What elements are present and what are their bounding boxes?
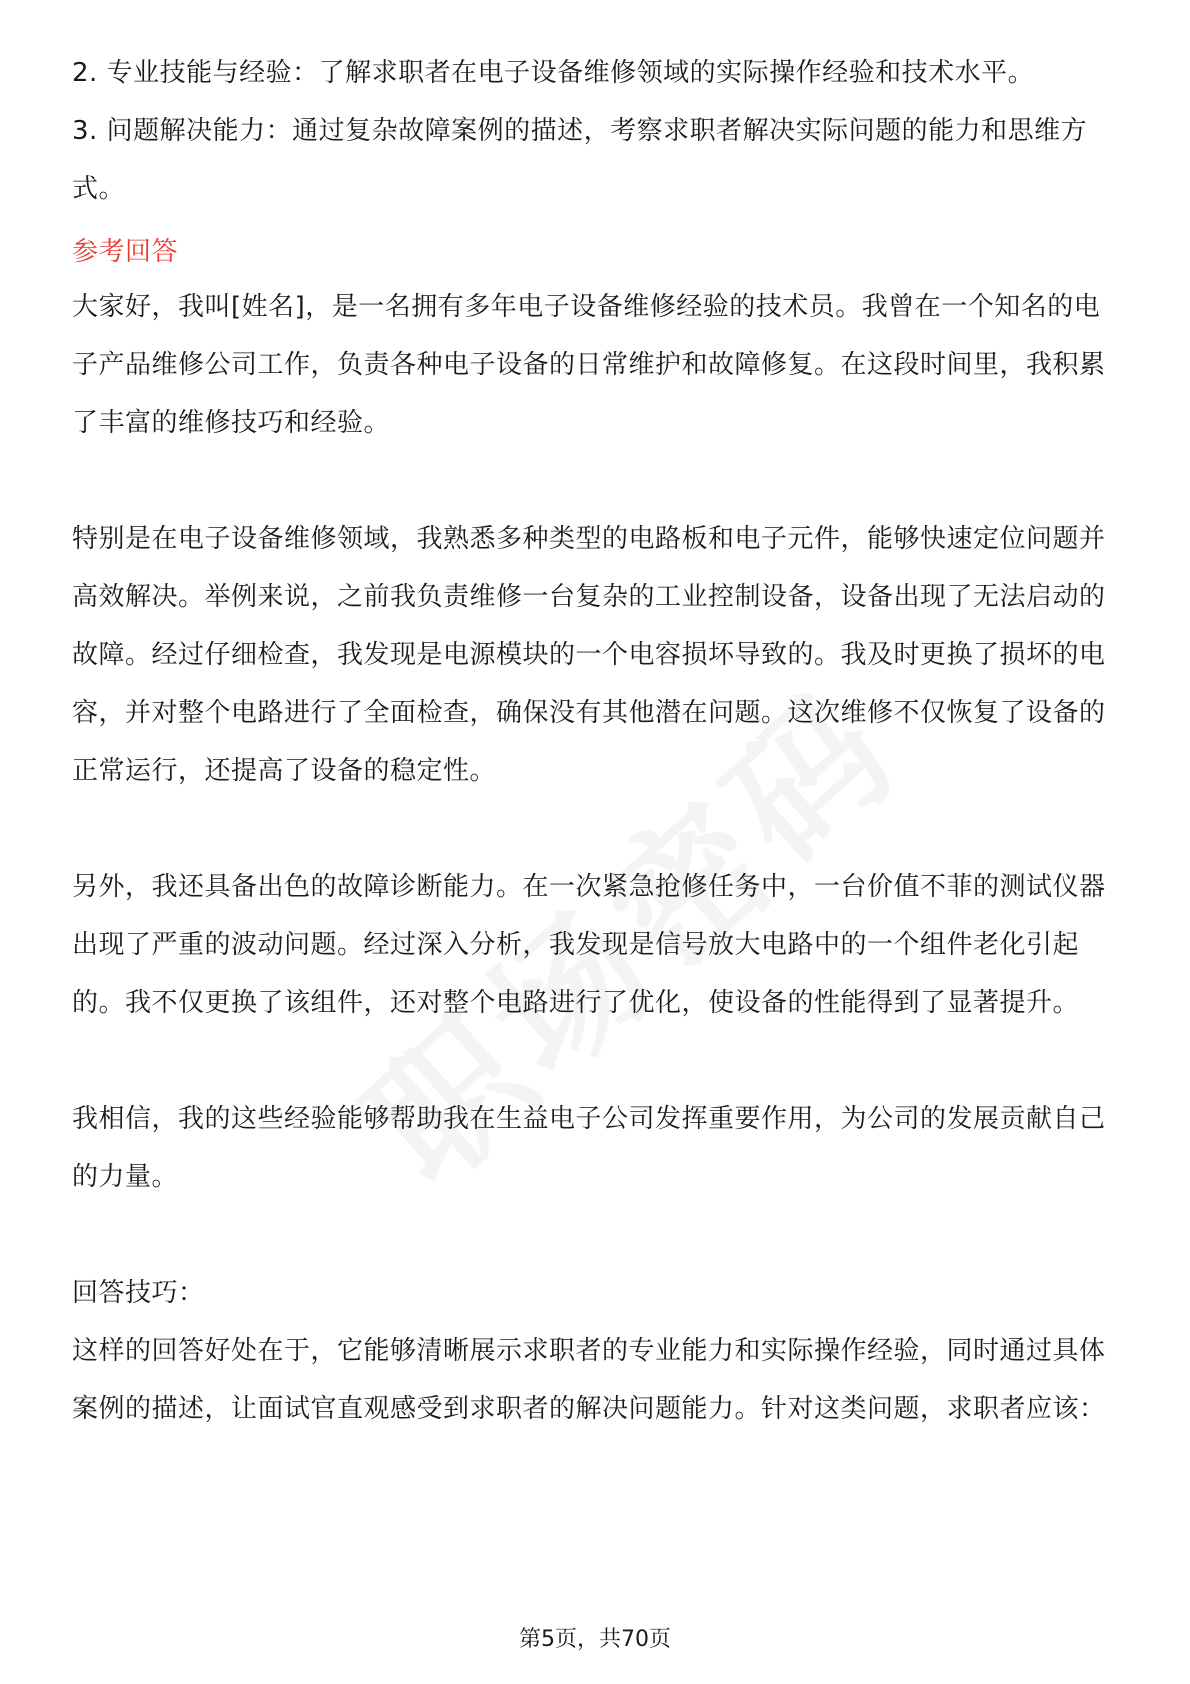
page-number: 第5页，共70页 — [519, 1627, 671, 1652]
reference-answer-heading: 参考回答 — [72, 237, 179, 267]
answer-paragraph-expertise: 特别是在电子设备维修领域，我熟悉多种类型的电路板和电子元件，能够快速定位问题并高效解决。举例来说，之前我负责维修一台复杂的工业控制设备，设备出现了无法启动的故障。经过仔细检查，我发现是电源模块的一个电容损坏导致的。我及时更换了损坏的电容，并对整个电路进行了全面检查，确保没有其他潜在问题。这次维修不仅恢复了设备的正常运行，还提高了设备的稳定性。 — [72, 524, 1106, 786]
answer-paragraph-closing: 我相信，我的这些经验能够帮助我在生益电子公司发挥重要作用，为公司的发展贡献自己的力量。 — [72, 1104, 1106, 1192]
analysis-point-3: 3. 问题解决能力：通过复杂故障案例的描述，考察求职者解决实际问题的能力和思维方式。 — [72, 116, 1088, 204]
answer-paragraph-diagnosis: 另外，我还具备出色的故障诊断能力。在一次紧急抢修任务中，一台价值不菲的测试仪器出现了严重的波动问题。经过深入分析，我发现是信号放大电路中的一个组件老化引起的。我不仅更换了该组件，还对整个电路进行了优化，使设备的性能得到了显著提升。 — [72, 872, 1106, 1018]
answer-paragraph-intro: 大家好，我叫[姓名]，是一名拥有多年电子设备维修经验的技术员。我曾在一个知名的电子产品维修公司工作，负责各种电子设备的日常维护和故障修复。在这段时间里，我积累了丰富的维修技巧和经验。 — [72, 292, 1106, 438]
tips-paragraph: 这样的回答好处在于，它能够清晰展示求职者的专业能力和实际操作经验，同时通过具体案例的描述，让面试官直观感受到求职者的解决问题能力。针对这类问题，求职者应该： — [72, 1336, 1106, 1424]
document-body — [72, 44, 1118, 1438]
tips-heading: 回答技巧： — [72, 1278, 205, 1308]
analysis-point-2: 2. 专业技能与经验：了解求职者在电子设备维修领域的实际操作经验和技术水平。 — [72, 58, 1035, 88]
